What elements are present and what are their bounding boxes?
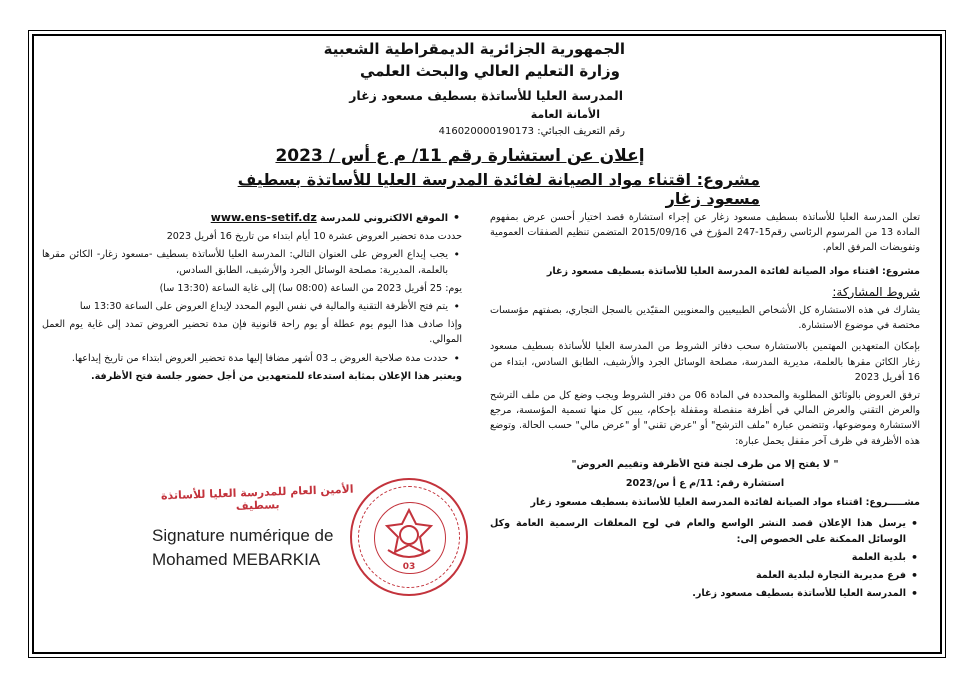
announcement-title: إعلان عن استشارة رقم 11/ م ع أس / 2023 [275, 146, 645, 166]
stamp-title: الأمين العام للمدرسة العليا للأساتذة بسطيف [160, 482, 354, 513]
deposit-time: يوم: 25 أفريل 2023 من الساعة (08:00 سا) إلى غاية الساعة (13:30 سا) [159, 282, 462, 294]
envelope-project: مشـــــروع: اقتناء مواد الصيانة لفائدة المدرسة العليا للأساتذة بسطيف مسعود زغار [530, 497, 920, 509]
intro-paragraph: تعلن المدرسة العليا للأساتذة بسطيف مسعود زغار عن إجراء استشارة قصد اختيار أحسن عرض بمفهوم المادة 13 من المرسوم الرئاسي رقم15-247 المؤرخ في 2015/09/16 المتضمن تنظيم الصفقات العمومية وتفويضات المرفق العام. [490, 212, 920, 254]
project-title: مشروع: اقتناء مواد الصيانة لفائدة المدرسة العليا للأساتذة بسطيف مسعود زغار [237, 170, 760, 208]
validity-item: • حددت مدة صلاحية العروض بـ 03 أشهر مضافا إليها مدة تحضير العروض ابتداء من تاريخ إيداعها. [42, 351, 448, 366]
conditions-title: شروط المشاركة: [832, 284, 920, 299]
ministry-title: وزارة التعليم العالي والبحث العلمي [359, 62, 620, 80]
invitation-note: ويعتبر هذا الإعلان بمثابة استدعاء للمتعهدين من أجل حضور جلسة فتح الأظرفة. [90, 370, 462, 382]
docs-paragraph: ترفق العروض بالوثائق المطلوبة والمحددة في المادة 06 من دفتر الشروط ويجب وضع كل من ملف الترشح والعرض التقني والعرض المالي في أظرفة منفصلة ومقفلة بإحكام، يبين كل منها تسمية المؤسسة، مرجع الاستشارة وموضوعها، وتتضمن عبارة "ملف الترشح" أو "عرض تقني" أو "عرض مالي" حسب الحالة. وتوضع هذه الأظرفة في ظرف آخر مقفل يحمل عبارة: [490, 390, 920, 447]
opening-item: • يتم فتح الأظرفة التقنية والمالية في نفس اليوم المحدد لإيداع العروض على الساعة 13:30 سا [42, 299, 448, 314]
digital-signature [152, 524, 333, 572]
list-item: • يرسل هذا الإعلان قصد النشر الواسع والعام في لوح المعلقات الرسمية العامة وكل الوسائل الممكنة على الخصوص إلى: [490, 516, 906, 546]
withdraw-paragraph: بإمكان المتعهدين المهتمين بالاستشارة سحب دفاتر الشروط من المدرسة العليا للأساتذة بسطيف مسعود زغار الكائن مقرها بالعلمة، مديرية المدرسة، مصلحة الوسائل الجرد والأرشيف، الطابق السادس، ابتداء من 16 أفريل 2023 [490, 341, 920, 383]
left-column [42, 210, 462, 387]
website-label: الموقع الالكتروني للمدرسة [320, 213, 448, 224]
tax-id: رقم التعريف الجبائي: 416020000190173 [438, 126, 625, 137]
stamp-number: 03 [402, 562, 416, 572]
envelope-ref: استشارة رقم: 11/م ع أ س/2023 [625, 478, 785, 490]
website-item [42, 210, 448, 226]
republic-title: الجمهورية الجزائرية الديمقراطية الشعبية [323, 40, 625, 58]
list-item: • المدرسة العليا للأساتذة بسطيف مسعود زغار. [490, 586, 906, 601]
holiday-note: وإذا صادف هذا اليوم يوم عطلة أو يوم راحة قانونية فإن مدة تحضير العروض تمدد إلى غاية يوم العمل الموالي. [42, 319, 462, 346]
right-column [490, 210, 920, 604]
signature-line-1: Signature numérique de [152, 526, 334, 545]
department-title: الأمانة العامة [530, 108, 600, 121]
deposit-item: • يجب إيداع العروض على العنوان التالي: المدرسة العليا للأساتذة بسطيف -مسعود زغار- الكائن مقرها بالعلمة، المديرية: مصلحة الوسائل الجرد والأرشيف، الطابق السادس، [42, 247, 448, 277]
emblem-icon [376, 502, 442, 568]
school-title: المدرسة العليا للأساتذة بسطيف مسعود زغار [349, 88, 623, 103]
prep-period: حددت مدة تحضير العروض عشرة 10 أيام ابتداء من تاريخ 16 أفريل 2023 [166, 231, 462, 243]
list-item: • بلدية العلمة [490, 550, 906, 565]
signature-line-2: Mohamed MEBARKIA [152, 550, 321, 569]
send-list [490, 516, 920, 601]
envelope-line: " لا يفتح إلا من طرف لجنة فتح الأظرفة وتقييم العروض" [571, 458, 839, 470]
website-link[interactable]: www.ens-setif.dz [210, 211, 317, 224]
project-line: مشروع: اقتناء مواد الصيانة لفائدة المدرسة العليا للأساتذة بسطيف مسعود زغار [546, 265, 920, 277]
conditions-paragraph: يشارك في هذه الاستشارة كل الأشخاص الطبيعيين والمعنويين المقيّدين بالسجل التجاري، بصفتهم مؤسسات مختصة في موضوع الاستشارة. [490, 305, 920, 332]
list-item: • فرع مديرية التجارة لبلدية العلمة [490, 568, 906, 583]
